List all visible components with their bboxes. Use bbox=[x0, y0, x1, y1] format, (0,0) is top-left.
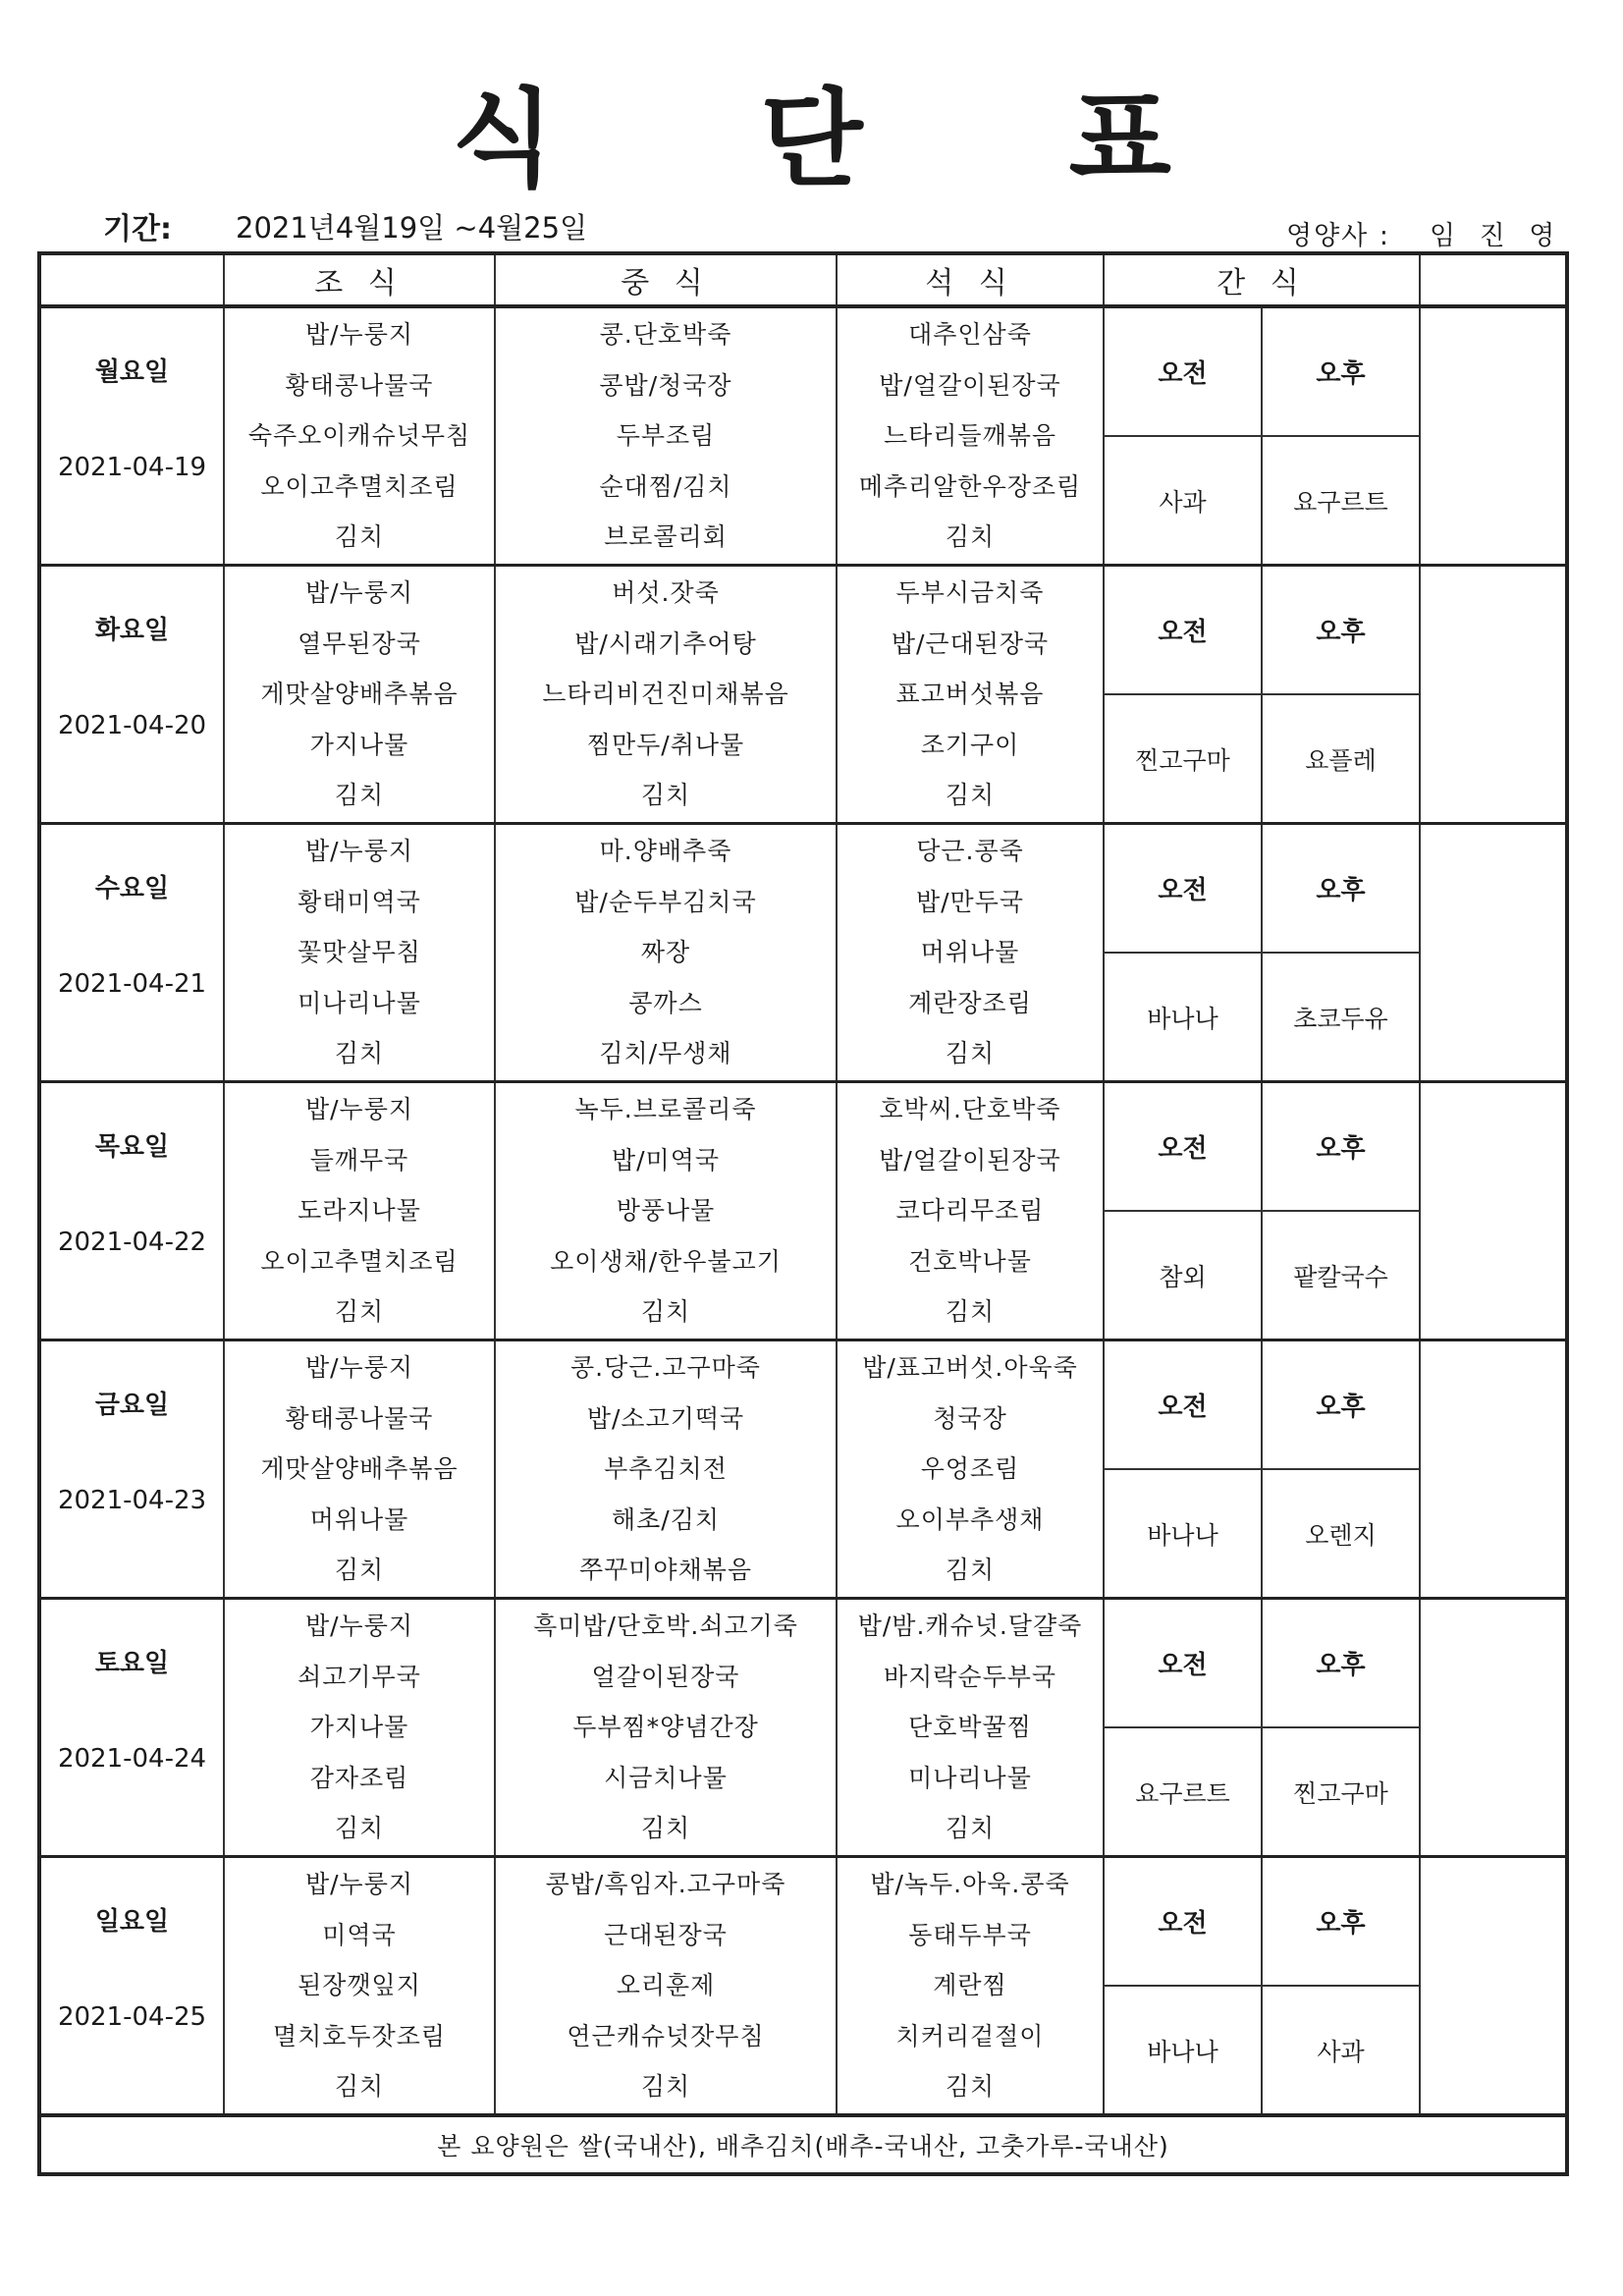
blank-cell bbox=[1420, 566, 1567, 824]
day-row bbox=[39, 306, 1567, 566]
snack-grid bbox=[1105, 1858, 1419, 2113]
header-lunch: 중 식 bbox=[495, 253, 837, 306]
snack-grid bbox=[1105, 825, 1419, 1080]
dinner-cell bbox=[837, 306, 1104, 566]
snack-am-label: 오전 bbox=[1105, 1858, 1262, 1986]
breakfast-item: 김치 bbox=[334, 1814, 385, 1843]
snack-cell bbox=[1104, 1857, 1420, 2116]
breakfast-item: 쇠고기무국 bbox=[298, 1662, 421, 1691]
breakfast-item: 김치 bbox=[334, 522, 385, 552]
blank-cell bbox=[1420, 824, 1567, 1082]
lunch-item: 얼갈이된장국 bbox=[591, 1662, 740, 1691]
breakfast-item: 오이고추멸치조림 bbox=[260, 471, 459, 501]
dinner-item: 머위나물 bbox=[920, 938, 1020, 967]
dinner-cell bbox=[837, 824, 1104, 1082]
day-cell bbox=[39, 1599, 224, 1857]
dietitian-label: 영양사 : bbox=[1286, 221, 1390, 251]
lunch-cell bbox=[495, 1599, 837, 1857]
blank-cell bbox=[1420, 1857, 1567, 2116]
lunch-cell bbox=[495, 1082, 837, 1340]
day-name: 일요일 bbox=[94, 1906, 170, 1937]
dinner-item: 표고버섯볶음 bbox=[895, 680, 1045, 709]
breakfast-item: 도라지나물 bbox=[298, 1196, 421, 1226]
breakfast-item: 미역국 bbox=[322, 1920, 397, 1949]
snack-cell bbox=[1104, 306, 1420, 566]
snack-am-item: 바나나 bbox=[1105, 953, 1262, 1080]
dinner-item: 계란찜 bbox=[933, 1971, 1007, 2000]
dinner-item: 코다리무조림 bbox=[895, 1196, 1045, 1226]
snack-cell bbox=[1104, 1082, 1420, 1340]
day-name: 화요일 bbox=[94, 615, 170, 645]
header-row bbox=[39, 253, 1567, 306]
breakfast-cell bbox=[224, 566, 495, 824]
breakfast-item: 된장깻잎지 bbox=[298, 1971, 421, 2000]
lunch-item: 밥/소고기떡국 bbox=[586, 1403, 745, 1433]
snack-am-item: 바나나 bbox=[1105, 1986, 1262, 2113]
snack-pm-item: 요구르트 bbox=[1262, 436, 1419, 564]
day-cell bbox=[39, 1857, 224, 2116]
breakfast-cell bbox=[224, 1857, 495, 2116]
dinner-item: 동태두부국 bbox=[908, 1920, 1032, 1949]
breakfast-item: 멸치호두잣조림 bbox=[272, 2021, 447, 2050]
breakfast-cell bbox=[224, 824, 495, 1082]
title-char-3: 표 bbox=[1068, 79, 1171, 201]
lunch-item: 김치 bbox=[640, 1297, 691, 1327]
blank-cell bbox=[1420, 1082, 1567, 1340]
snack-am-item: 바나나 bbox=[1105, 1469, 1262, 1597]
day-name: 목요일 bbox=[94, 1131, 170, 1162]
day-name: 월요일 bbox=[94, 356, 170, 387]
lunch-item: 김치 bbox=[640, 2072, 691, 2102]
dinner-item: 당근.콩죽 bbox=[916, 837, 1024, 866]
snack-am-label: 오전 bbox=[1105, 1083, 1262, 1211]
dinner-item: 두부시금치죽 bbox=[895, 578, 1045, 608]
breakfast-item: 게맛살양배추볶음 bbox=[260, 680, 459, 709]
lunch-item: 짜장 bbox=[640, 938, 691, 967]
dinner-cell bbox=[837, 566, 1104, 824]
lunch-item: 두부찜*양념간장 bbox=[572, 1713, 759, 1742]
day-date: 2021-04-21 bbox=[57, 968, 207, 999]
day-date: 2021-04-25 bbox=[57, 2001, 207, 2032]
breakfast-item: 밥/누룽지 bbox=[304, 1353, 414, 1383]
lunch-item: 버섯.잣죽 bbox=[612, 578, 720, 608]
header-dinner: 석 식 bbox=[837, 253, 1104, 306]
dinner-item: 미나리나물 bbox=[908, 1763, 1032, 1792]
lunch-item: 콩.단호박죽 bbox=[599, 320, 732, 350]
snack-am-label: 오전 bbox=[1105, 567, 1262, 694]
lunch-item: 시금치나물 bbox=[604, 1763, 728, 1792]
dinner-item: 김치 bbox=[945, 1814, 996, 1843]
snack-cell bbox=[1104, 1599, 1420, 1857]
dietitian bbox=[1286, 214, 1562, 252]
breakfast-item: 숙주오이캐슈넛무침 bbox=[247, 421, 471, 451]
lunch-item: 흑미밥/단호박.쇠고기죽 bbox=[533, 1612, 798, 1641]
page-title bbox=[0, 54, 1623, 206]
snack-pm-label: 오후 bbox=[1262, 1083, 1419, 1211]
dinner-item: 밥/표고버섯.아욱죽 bbox=[862, 1353, 1078, 1383]
snack-pm-item: 사과 bbox=[1262, 1986, 1419, 2113]
dinner-item: 바지락순두부국 bbox=[883, 1662, 1057, 1691]
lunch-item: 콩밥/흑임자.고구마죽 bbox=[545, 1870, 786, 1899]
blank-cell bbox=[1420, 1340, 1567, 1599]
breakfast-item: 김치 bbox=[334, 2072, 385, 2102]
dinner-cell bbox=[837, 1082, 1104, 1340]
footer-row bbox=[39, 2115, 1567, 2174]
dinner-item: 메추리알한우장조림 bbox=[858, 471, 1082, 501]
lunch-item: 부추김치전 bbox=[604, 1454, 728, 1484]
menu-table bbox=[37, 251, 1569, 2176]
header-snack: 간 식 bbox=[1104, 253, 1420, 306]
breakfast-item: 밥/누룽지 bbox=[304, 1612, 414, 1641]
snack-am-label: 오전 bbox=[1105, 1600, 1262, 1727]
header-day bbox=[39, 253, 224, 306]
snack-am-item: 요구르트 bbox=[1105, 1727, 1262, 1855]
breakfast-item: 감자조림 bbox=[309, 1763, 409, 1792]
blank-cell bbox=[1420, 1599, 1567, 1857]
menu-body bbox=[39, 306, 1567, 2115]
breakfast-item: 밥/누룽지 bbox=[304, 578, 414, 608]
snack-am-item: 참외 bbox=[1105, 1211, 1262, 1339]
header-breakfast: 조 식 bbox=[224, 253, 495, 306]
lunch-item: 오리훈제 bbox=[616, 1971, 716, 2000]
origin-note: 본 요양원은 쌀(국내산), 배추김치(배추-국내산, 고춧가루-국내산) bbox=[39, 2115, 1567, 2174]
breakfast-cell bbox=[224, 1082, 495, 1340]
day-cell bbox=[39, 306, 224, 566]
day-date: 2021-04-24 bbox=[57, 1743, 207, 1774]
dinner-item: 김치 bbox=[945, 522, 996, 552]
breakfast-item: 머위나물 bbox=[309, 1504, 409, 1534]
title-char-1: 식 bbox=[452, 79, 555, 201]
lunch-cell bbox=[495, 1857, 837, 2116]
day-row bbox=[39, 1340, 1567, 1599]
snack-am-label: 오전 bbox=[1105, 1341, 1262, 1469]
lunch-item: 느타리비건진미채볶음 bbox=[542, 680, 789, 709]
day-name: 토요일 bbox=[94, 1648, 170, 1678]
day-date: 2021-04-19 bbox=[57, 452, 207, 482]
dinner-item: 밥/얼갈이된장국 bbox=[879, 370, 1061, 400]
period-value: 2021년4월19일 ~4월25일 bbox=[236, 211, 588, 245]
breakfast-item: 가지나물 bbox=[309, 1713, 409, 1742]
lunch-item: 콩밥/청국장 bbox=[599, 370, 732, 400]
period-label: 기간: bbox=[103, 212, 172, 246]
snack-pm-label: 오후 bbox=[1262, 567, 1419, 694]
breakfast-item: 김치 bbox=[334, 1297, 385, 1327]
lunch-item: 두부조림 bbox=[616, 421, 716, 451]
day-row bbox=[39, 824, 1567, 1082]
dinner-item: 김치 bbox=[945, 1039, 996, 1068]
dinner-item: 우엉조림 bbox=[920, 1454, 1020, 1484]
breakfast-item: 꽃맛살무침 bbox=[298, 938, 421, 967]
dinner-item: 대추인삼죽 bbox=[908, 320, 1032, 350]
snack-grid bbox=[1105, 1600, 1419, 1855]
snack-grid bbox=[1105, 308, 1419, 564]
lunch-item: 브로콜리회 bbox=[604, 522, 728, 552]
dinner-item: 오이부추생채 bbox=[895, 1504, 1045, 1534]
dinner-cell bbox=[837, 1857, 1104, 2116]
snack-pm-label: 오후 bbox=[1262, 308, 1419, 436]
snack-pm-label: 오후 bbox=[1262, 825, 1419, 953]
dinner-item: 밥/밤.캐슈넛.달걀죽 bbox=[857, 1612, 1083, 1641]
lunch-item: 마.양배추죽 bbox=[599, 837, 732, 866]
snack-cell bbox=[1104, 824, 1420, 1082]
lunch-item: 연근캐슈넛잣무침 bbox=[567, 2021, 765, 2050]
lunch-cell bbox=[495, 566, 837, 824]
dinner-item: 밥/녹두.아욱.콩죽 bbox=[870, 1870, 1070, 1899]
snack-cell bbox=[1104, 1340, 1420, 1599]
dinner-item: 조기구이 bbox=[920, 730, 1020, 759]
day-row bbox=[39, 1599, 1567, 1857]
snack-pm-item: 요플레 bbox=[1262, 694, 1419, 822]
dinner-item: 밥/만두국 bbox=[915, 887, 1025, 916]
day-row bbox=[39, 566, 1567, 824]
breakfast-cell bbox=[224, 1340, 495, 1599]
day-cell bbox=[39, 1082, 224, 1340]
day-name: 수요일 bbox=[94, 873, 170, 903]
snack-pm-item: 팥칼국수 bbox=[1262, 1211, 1419, 1339]
lunch-item: 녹두.브로콜리죽 bbox=[574, 1095, 757, 1124]
lunch-item: 밥/미역국 bbox=[611, 1145, 721, 1175]
lunch-item: 근대된장국 bbox=[604, 1920, 728, 1949]
day-date: 2021-04-23 bbox=[57, 1485, 207, 1515]
header-blank bbox=[1420, 253, 1567, 306]
snack-am-label: 오전 bbox=[1105, 308, 1262, 436]
dinner-item: 계란장조림 bbox=[908, 988, 1032, 1017]
lunch-item: 순대찜/김치 bbox=[599, 471, 732, 501]
lunch-item: 콩.당근.고구마죽 bbox=[570, 1353, 761, 1383]
breakfast-item: 오이고추멸치조림 bbox=[260, 1246, 459, 1276]
day-cell bbox=[39, 824, 224, 1082]
day-row bbox=[39, 1857, 1567, 2116]
day-cell bbox=[39, 1340, 224, 1599]
lunch-item: 김치/무생채 bbox=[599, 1039, 732, 1068]
lunch-cell bbox=[495, 306, 837, 566]
lunch-cell bbox=[495, 1340, 837, 1599]
day-name: 금요일 bbox=[94, 1390, 170, 1420]
dinner-item: 느타리들깨볶음 bbox=[883, 421, 1057, 451]
breakfast-item: 황태콩나물국 bbox=[285, 1403, 434, 1433]
lunch-item: 해초/김치 bbox=[611, 1504, 721, 1534]
dinner-item: 호박씨.단호박죽 bbox=[879, 1095, 1061, 1124]
dinner-item: 김치 bbox=[945, 781, 996, 810]
breakfast-item: 김치 bbox=[334, 1556, 385, 1585]
snack-grid bbox=[1105, 1341, 1419, 1597]
dinner-item: 밥/얼갈이된장국 bbox=[879, 1145, 1061, 1175]
snack-pm-item: 초코두유 bbox=[1262, 953, 1419, 1080]
dinner-item: 김치 bbox=[945, 1297, 996, 1327]
blank-cell bbox=[1420, 306, 1567, 566]
dinner-item: 단호박꿀찜 bbox=[908, 1713, 1032, 1742]
lunch-cell bbox=[495, 824, 837, 1082]
breakfast-item: 김치 bbox=[334, 781, 385, 810]
snack-am-item: 사과 bbox=[1105, 436, 1262, 564]
snack-pm-label: 오후 bbox=[1262, 1341, 1419, 1469]
day-date: 2021-04-20 bbox=[57, 710, 207, 740]
snack-pm-label: 오후 bbox=[1262, 1600, 1419, 1727]
dinner-item: 김치 bbox=[945, 2072, 996, 2102]
snack-pm-label: 오후 bbox=[1262, 1858, 1419, 1986]
breakfast-item: 열무된장국 bbox=[298, 629, 421, 658]
dinner-item: 청국장 bbox=[933, 1403, 1007, 1433]
lunch-item: 밥/시래기추어탕 bbox=[574, 629, 757, 658]
day-date: 2021-04-22 bbox=[57, 1227, 207, 1257]
lunch-item: 김치 bbox=[640, 781, 691, 810]
breakfast-item: 미나리나물 bbox=[298, 988, 421, 1017]
snack-cell bbox=[1104, 566, 1420, 824]
breakfast-item: 게맛살양배추볶음 bbox=[260, 1454, 459, 1484]
dinner-cell bbox=[837, 1599, 1104, 1857]
snack-pm-item: 오렌지 bbox=[1262, 1469, 1419, 1597]
breakfast-cell bbox=[224, 306, 495, 566]
breakfast-cell bbox=[224, 1599, 495, 1857]
dinner-cell bbox=[837, 1340, 1104, 1599]
breakfast-item: 황태미역국 bbox=[298, 887, 421, 916]
lunch-item: 오이생채/한우불고기 bbox=[550, 1246, 782, 1276]
snack-grid bbox=[1105, 567, 1419, 822]
breakfast-item: 황태콩나물국 bbox=[285, 370, 434, 400]
lunch-item: 방풍나물 bbox=[616, 1196, 716, 1226]
lunch-item: 찜만두/취나물 bbox=[586, 730, 745, 759]
breakfast-item: 들깨무국 bbox=[309, 1145, 409, 1175]
dinner-item: 건호박나물 bbox=[908, 1246, 1032, 1276]
dinner-item: 김치 bbox=[945, 1556, 996, 1585]
snack-am-item: 찐고구마 bbox=[1105, 694, 1262, 822]
breakfast-item: 김치 bbox=[334, 1039, 385, 1068]
breakfast-item: 밥/누룽지 bbox=[304, 1095, 414, 1124]
lunch-item: 밥/순두부김치국 bbox=[574, 887, 757, 916]
lunch-item: 김치 bbox=[640, 1814, 691, 1843]
snack-pm-item: 찐고구마 bbox=[1262, 1727, 1419, 1855]
lunch-item: 쭈꾸미야채볶음 bbox=[578, 1556, 753, 1585]
day-cell bbox=[39, 566, 224, 824]
lunch-item: 콩까스 bbox=[628, 988, 703, 1017]
dinner-item: 밥/근대된장국 bbox=[891, 629, 1050, 658]
breakfast-item: 가지나물 bbox=[309, 730, 409, 759]
dinner-item: 치커리겉절이 bbox=[895, 2021, 1045, 2050]
dietitian-name: 임 진 영 bbox=[1429, 221, 1563, 251]
breakfast-item: 밥/누룽지 bbox=[304, 837, 414, 866]
snack-am-label: 오전 bbox=[1105, 825, 1262, 953]
title-char-2: 단 bbox=[760, 79, 863, 201]
breakfast-item: 밥/누룽지 bbox=[304, 1870, 414, 1899]
breakfast-item: 밥/누룽지 bbox=[304, 320, 414, 350]
snack-grid bbox=[1105, 1083, 1419, 1339]
day-row bbox=[39, 1082, 1567, 1340]
